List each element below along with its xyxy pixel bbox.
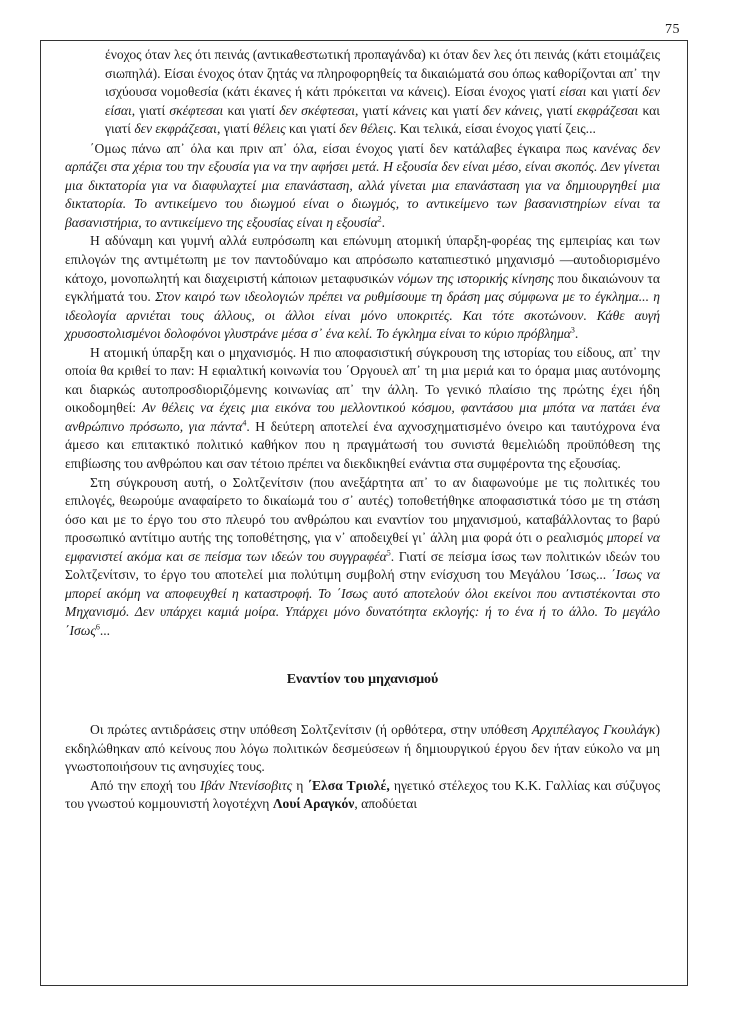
paragraph-6: Από την εποχή του Ιβάν Ντενίσοβιτς η ΄Ελσα Τριολέ, ηγετικό στέλεχος του Κ.Κ. Γαλλίας και σύζυγος του γνωστού κομμουνιστή λογοτέχνη Λουί Αραγκόν, αποδύεται <box>65 777 660 812</box>
section-heading: Εναντίον του μηχανισμού <box>286 671 439 687</box>
paragraph-4: Στη σύγκρουση αυτή, ο Σολτζενίτσιν (που ανεξάρτητα απ᾽ το αν διαφωνούμε με τις πολιτικές του επιλογές, θεωρούμε αναφαίρετο το δικαίωμά του σ᾽ αυτές) τοποθετήθηκε αποφασιστικά τόσο με τη στάση όσο και με το έργο του στο πλευρό του ανθρώπου και εναντίον του μηχανισμού, καταβάλλοντας το βαρύ προσωπικό αντίτιμο αυτής της τοποθέτησης, για ν᾽ αποδειχθεί γι᾽ άλλη μια φορά ότι ο ρεαλισμός μπορεί να εμφανιστεί ακόμα και σε πείσμα των ιδεών του συγγραφέα$^5$. Γιατί σε πείσμα ίσως των πολιτικών ιδεών του Σολτζενίτσιν, το έργο του αποτελεί μια πολύτιμη συμβολή στην ενίσχυση του Μεγάλου ΄Ισως... ΄Ισως να μπορεί ακόμη να αποφευχθεί η καταστροφή. Το ΄Ισως αυτό αποτελούν όλοι εκείνοι που αντιστέκονται στο Μηχανισμό. Δεν υπάρχει καμιά μοίρα. Υπάρχει μόνο δυνατότητα εκλογής: ή το ένα ή το άλλο. Το μεγάλο ΄Ισως$^6$... <box>65 474 660 638</box>
paragraph-5: Οι πρώτες αντιδράσεις στην υπόθεση Σολτζενίτσιν (ή ορθότερα, στην υπόθεση Αρχιπέλαγος Γκουλάγκ) εκδηλώθηκαν από κείνους που λόγω πολιτικών δεσμεύσεων ή δημιουργικού έργου δεν ήταν εύκολο να μη γνωστοποιήσουν τις ανησυχίες τους. <box>65 722 660 775</box>
page-body <box>65 46 660 814</box>
paragraph-3: Η ατομική ύπαρξη και ο μηχανισμός. Η πιο αποφασιστική σύγκρουση της ιστορίας του είδους, απ᾽ την οποία θα κριθεί το παν: Η εφιαλτική κοινωνία του ΄Οργουελ απ᾽ τη μια μεριά και το όραμα μιας αυτόνομης και διαρκώς αυτοπροσδιοριζόμενης κοινωνίας απ᾽ την άλλη. Το γενικό πλαίσιο της πρώτης έχει ήδη οικοδομηθεί: Αν θέλεις να έχεις μια εικόνα του μελλοντικού κόσμου, φαντάσου μια μπότα να πατάει ένα ανθρώπινο πρόσωπο, για πάντα$^4$. Η δεύτερη αποτελεί ένα αχνοσχηματισμένο όνειρο και ταυτόχρονα ένα άμεσο και επιτακτικό πολιτικό καθήκον που η πραγμάτωσή του συνιστά θεμελιώδη προϋπόθεση της επιβίωσης του ανθρώπου και σαν τέτοιο πρέπει να διεκδικηθεί ενάντια στα συμφέροντα της εξουσίας. <box>65 344 660 472</box>
paragraph-1: ΄Ομως πάνω απ᾽ όλα και πριν απ᾽ όλα, είσαι ένοχος γιατί δεν κατάλαβες έγκαιρα πως κανένας δεν αρπάζει στα χέρια του την εξουσία για να την αφήσει μετά. Η εξουσία δεν είναι μέσο, είναι σκοπός. Δεν γίνεται μια δικτατορία για να διαφυλαχτεί μια επανάσταση, αλλά γίνεται μια επανάσταση για να δημιουργηθεί μια δικτατορία. Το αντικείμενο του διωγμού είναι ο διωγμός, το αντικείμενο των βασανιστηρίων είναι τα βασανιστήρια, το αντικείμενο της εξουσίας είναι η εξουσία$^2$. <box>65 140 660 230</box>
page-number: 75 <box>665 22 680 37</box>
paragraph-0: ένοχος όταν λες ότι πεινάς (αντικαθεστωτική προπαγάνδα) κι όταν δεν λες ότι πεινάς (κάτι ετοιμάζεις σιωπηλά). Είσαι ένοχος όταν ζητάς να πληροφορηθείς τα δικαιώματά σου όπως καθορίζονται απ᾽ την ισχύουσα νομοθεσία (κάτι έκανες ή κάτι πρόκειται να κάνεις). Είσαι ένοχος γιατί είσαι και γιατί δεν είσαι, γιατί σκέφτεσαι και γιατί δεν σκέφτεσαι, γιατί κάνεις και γιατί δεν κάνεις, γιατί εκφράζεσαι και γιατί δεν εκφράζεσαι, γιατί θέλεις και γιατί δεν θέλεις. Και τελικά, είσαι ένοχος γιατί ζεις... <box>105 47 660 137</box>
paragraph-2: Η αδύναμη και γυμνή αλλά ευπρόσωπη και επώνυμη ατομική ύπαρξη-φορέας της εμπειρίας και των επιλογών της αντιμέτωπη με τον παντοδύναμο και απρόσωπο καταπιεστικό μηχανισμό —αυτοδιορισμένο κάτοχο, μονοπωλητή και διαχειριστή κάποιων μεταφυσικών νόμων της ιστορικής κίνησης που δικαιώνουν τα εγκλήματά του. Στον καιρό των ιδεολογιών πρέπει να ρυθμίσουμε τη δράση μας σύμφωνα με το έγκλημα... η ιδεολογία αρνιέται τους άλλους, οι άλλοι είναι μόνο υποκριτές. Και τότε σκοτώνουν. Κάθε αυγή χρυσοστολισμένοι δολοφόνοι γλυστράνε μέσα σ᾽ ένα κελί. Το έγκλημα είναι το κύριο πρόβλημα$^3$. <box>65 233 660 342</box>
